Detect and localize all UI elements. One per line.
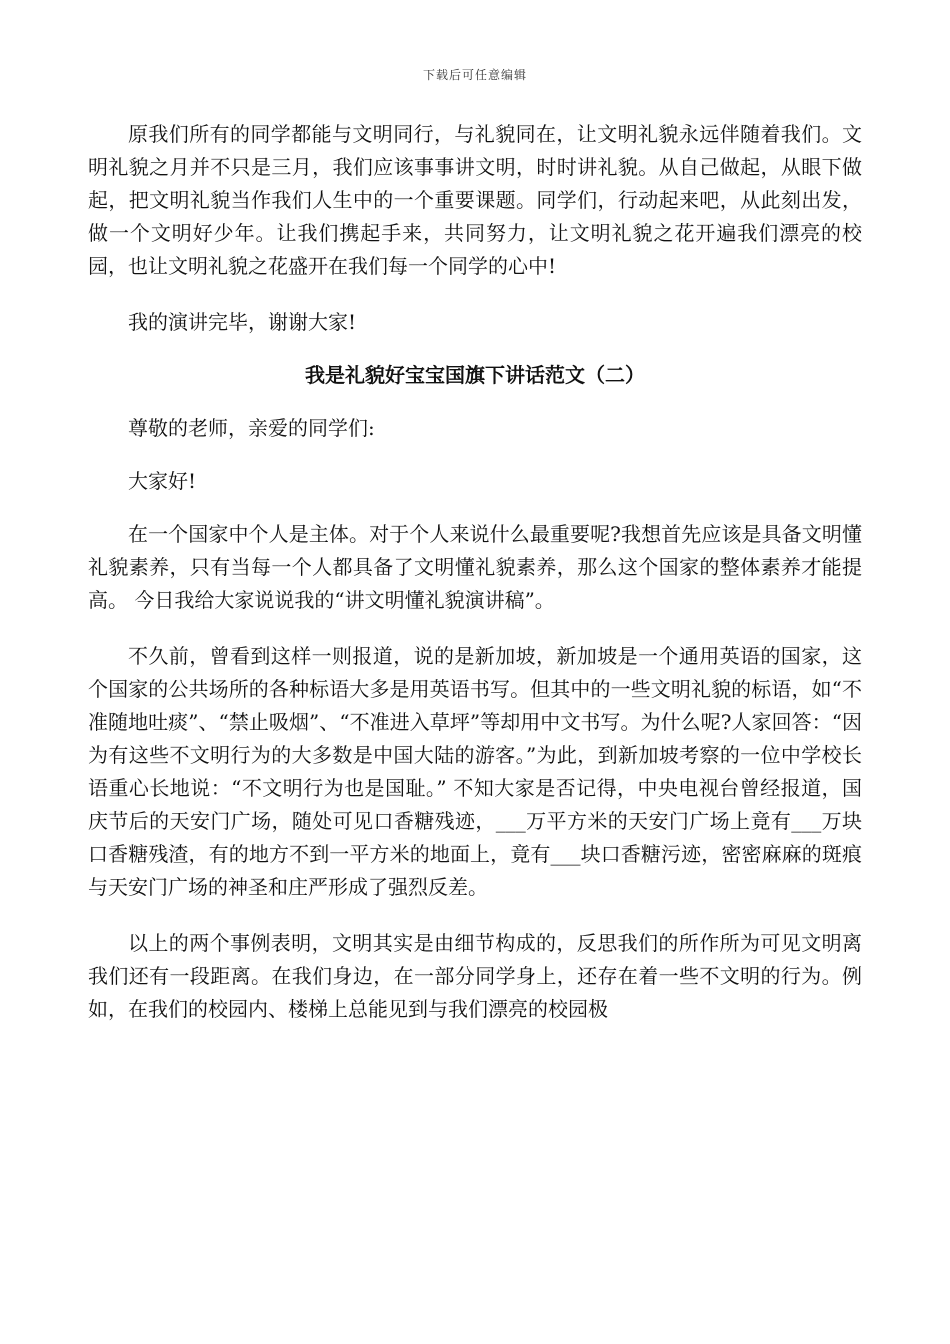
body-paragraph-2: 不久前，曾看到这样一则报道，说的是新加坡，新加坡是一个通用英语的国家，这个国家的公共场所的各种标语大多是用英语书写。但其中的一些文明礼貌的标语，如“不准随地吐痰”、“禁止吸烟”、“不准进入草坪”等却用中文书写。为什么呢?人家回答：“因为有这些不文明行为的大多数是中国大陆的游客。”为此，到新加坡考察的一位中学校长语重心长地说：“不文明行为也是国耻。” 不知大家是否记得，中央电视台曾经报道，国庆节后的天安门广场，随处可见口香糖残迹，___万平方米的天安门广场上竟有___万块口香糖残渣，有的地方不到一平方米的地面上，竟有___块口香糖污迹，密密麻麻的斑痕与天安门广场的神圣和庄严形成了强烈反差。 <box>88 644 862 899</box>
closing-thanks: 我的演讲完毕，谢谢大家! <box>128 310 357 334</box>
body-paragraph-3: 以上的两个事例表明，文明其实是由细节构成的，反思我们的所作所为可见文明离我们还有一段距离。在我们身边，在一部分同学身上，还存在着一些不文明的行为。例如，在我们的校园内、楼梯上总能见到与我们漂亮的校园极 <box>88 931 862 1021</box>
salutation: 尊敬的老师，亲爱的同学们: <box>128 416 375 440</box>
closing-paragraph: 原我们所有的同学都能与文明同行，与礼貌同在，让文明礼貌永远伴随着我们。文明礼貌之月并不只是三月，我们应该事事讲文明，时时讲礼貌。从自己做起，从眼下做起，把文明礼貌当作我们人生中的一个重要课题。同学们，行动起来吧，从此刻出发，做一个文明好少年。让我们携起手来，共同努力，让文明礼貌之花开遍我们漂亮的校园，也让文明礼貌之花盛开在我们每一个同学的心中! <box>88 122 862 278</box>
greeting-hello: 大家好! <box>128 469 197 493</box>
page-header: 下载后可任意编辑 <box>422 68 527 82</box>
section-title: 我是礼貌好宝宝国旗下讲话范文（二） <box>305 363 645 387</box>
body-paragraph-1: 在一个国家中个人是主体。对于个人来说什么最重要呢?我想首先应该是具备文明懂礼貌素养，只有当每一个人都具备了文明懂礼貌素养，那么这个国家的整体素养才能提高。 今日我给大家说说我的“讲文明懂礼貌演讲稿”。 <box>88 522 862 612</box>
document-body <box>88 118 862 1026</box>
